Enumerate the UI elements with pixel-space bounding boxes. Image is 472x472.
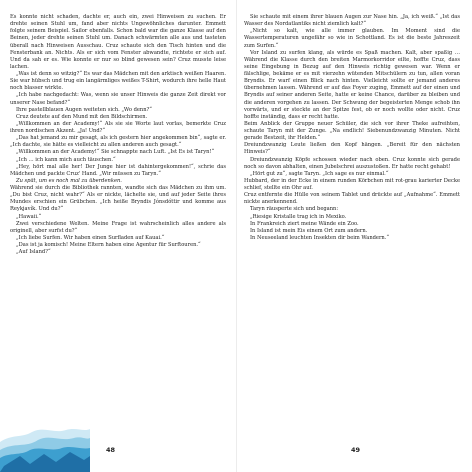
- paragraph: Ihre pastellblauen Augen weiteten sich. „Wo denn?“: [16, 106, 152, 113]
- paragraph: In Neuseeland leuchten Insekten dir beim Wandern.“: [250, 234, 390, 241]
- paragraph: „Das ist ja komisch! Meine Eltern haben eine Agentur für Surftouren.“: [16, 242, 201, 248]
- paragraph: Zwei verschiedene Welten. Meine Frage ist wahrscheinlich alles andere als originell, aber surfst du?“: [10, 220, 226, 234]
- paragraph: „Hawaii.“: [16, 213, 42, 220]
- paragraph: In Island ist mein Eis einem Ort zum andern.: [250, 227, 368, 234]
- right-page: [244, 14, 460, 242]
- paragraph: Cruz deutete auf den Mund mit den Bildschirmen.: [16, 113, 148, 120]
- paragraph: Hubbard, der in der Ecke in einem runden Körbchen mit rot-grau karierter Decke schlief, stellte ein Ohr auf.: [244, 177, 460, 191]
- paragraph: „Nicht so kalt, wie alle immer glauben. Im Moment sind die Wassertemperaturen ungefähr so wie in Schottland. Es ist die beste Jahreszeit zum Surfen.“: [244, 28, 460, 49]
- page-gutter: [236, 0, 237, 472]
- paragraph: „Ich … ich kann mich auch täuschen.“: [16, 156, 116, 163]
- page-number-right: 49: [351, 446, 361, 454]
- decorative-ink-splash: [0, 420, 90, 472]
- paragraph: „Ich habe nachgedacht: Was, wenn sie unser Hinweis die ganze Zeit direkt vor unserer Nase befand?“: [10, 92, 226, 106]
- paragraph: Dreiundzwanzig Köpfe schossen wieder nach oben. Cruz konnte sich gerade noch so davon abhalten, einen Jubelschrei auszustoßen. Er hatte recht gehabt!: [244, 156, 460, 170]
- paragraph: Während sie durch die Bibliothek rannten, wandte sich das Mädchen zu ihm um. „Du bist Cruz, nicht wahr?“ Als er nickte, lächelte sie, und auf jeder Seite ihres Mundes erschien ein Grübchen. „Ich heiße Bryndis Jónsdóttir und komme aus Reykjavík. Und du?“: [10, 185, 226, 213]
- paragraph: „Ich liebe Surfen. Wir haben einen Surfladen auf Kauai.“: [16, 234, 165, 241]
- paragraph: Es konnte nicht schaden, dachte er, auch ein, zwei Hinweisen zu suchen. Er drehte seinen Stuhl um, fand aber nichts Ungewöhnliches darunter. Emmett folgte seinem Beispiel. Sailor ebenfalls. Schon bald war die ganze Klasse auf den Beinen, jeder drehte seinen Stuhl um. Danach schwärmten alle aus und tasteten überall nach Hinweisen Ausschau. Cruz schaute sich den Tisch hinten und die Fensterbank an. Nichts. Als er sich vom Fenster abwandte, richtete er sich auf. Und da sah er es. Wie konnte er nur so blind gewesen sein? Cruz musste leise lachen.: [10, 14, 226, 70]
- paragraph: „Riesige Kristalle trag ich in Mexiko.: [250, 213, 347, 220]
- paragraph: „Hört gut zu“, sagte Taryn. „Ich sage es nur einmal.“: [250, 170, 389, 177]
- paragraph: „Das hat jemand zu mir gesagt, als ich gestern hier angekommen bin“, sagte er. „Ich dachte, sie hätte es vielleicht zu allen anderen auch gesagt.“: [10, 135, 226, 149]
- paragraph: „Was ist denn so witzig?“ Es war das Mädchen mit den arktisch weißen Haaren. Sie war hübsch und trug ein langärmliges weißes T-Shirt, wodurch ihre helle Haut noch blasser wirkte.: [10, 71, 226, 92]
- paragraph: „Hey, hört mal alle her! Der Junge hier ist dahintergekommen!“, schrie das Mädchen und packte Cruz' Hand. „Wir müssen zu Taryn.“: [10, 163, 226, 177]
- paragraph: „Willkommen an der Academy!“ Als sie sie Worte laut vorlas, bemerkte Cruz ihren nordischen Akzent. „Ja! Und?“: [10, 120, 226, 134]
- paragraph: „Auf Island?“: [16, 249, 51, 256]
- paragraph: Cruz entfernte die Hülle von seinem Tablet und drückte auf „Aufnahme“. Emmett nickte anerkennend.: [244, 192, 460, 206]
- paragraph: Taryn räusperte sich und begann:: [250, 206, 339, 213]
- paragraph: Zu spät, um es noch mal zu überdenken.: [16, 177, 122, 184]
- paragraph: Beim Anblick der Gruppe neuer Schüler, die sich vor ihrer Theke aufreihten, schaute Taryn mit der Zunge. „Na endlich! Siebenundzwanzig Minuten. Nicht gerade Bestzeit, ihr Helden.“: [244, 120, 460, 142]
- paragraph: Vor Island zu surfen klang, als würde es Spaß machen. Kalt, aber spaßig … Während die Klasse durch den breiten Marmorkorridor eilte, hoffte Cruz, dass seine Eingebung in Bezug auf den Hinweis richtig gewesen war. Wenn er fälschlige, bekäme er es mit vierzehn wütenden Mitschülern zu tun, allen voran Bryndis. Er warf einen Blick nach hinten. Vielleicht sollte er jemand anderes übernehmen lassen. Während er auf das Foyer zuging, Emmett auf der einen und Bryndis auf seiner anderen Seite, hatte er keine Chance, darüber zu bleiben und die anderen vorgehen zu lassen. Der Schwung der begeisterten Menge schob ihn vorwärts, und er steckte an der Spitze fest, ob er noch wollte oder nicht. Cruz hoffte inständig, dass er recht hatte.: [244, 49, 460, 120]
- paragraph: „Willkommen an der Academy!“ Sie schnappte nach Luft. „Ist Es ist Taryn!“: [16, 149, 215, 156]
- paragraph: In Frankreich ziert meine Wände ein Zoo.: [250, 220, 359, 227]
- paragraph: Dreiundzwanzig Leute ließen den Kopf hängen. „Bereit für den nächsten Hinweis?“: [244, 142, 460, 156]
- page-number-left: 48: [106, 446, 116, 454]
- left-page: [10, 14, 226, 256]
- paragraph: Sie schaute mit einem ihrer blauen Augen zur Nase hin. „Ja, ich weiß.“ „Ist das Wasser des Nordatlantiks nicht ziemlich kalt?“: [244, 14, 460, 28]
